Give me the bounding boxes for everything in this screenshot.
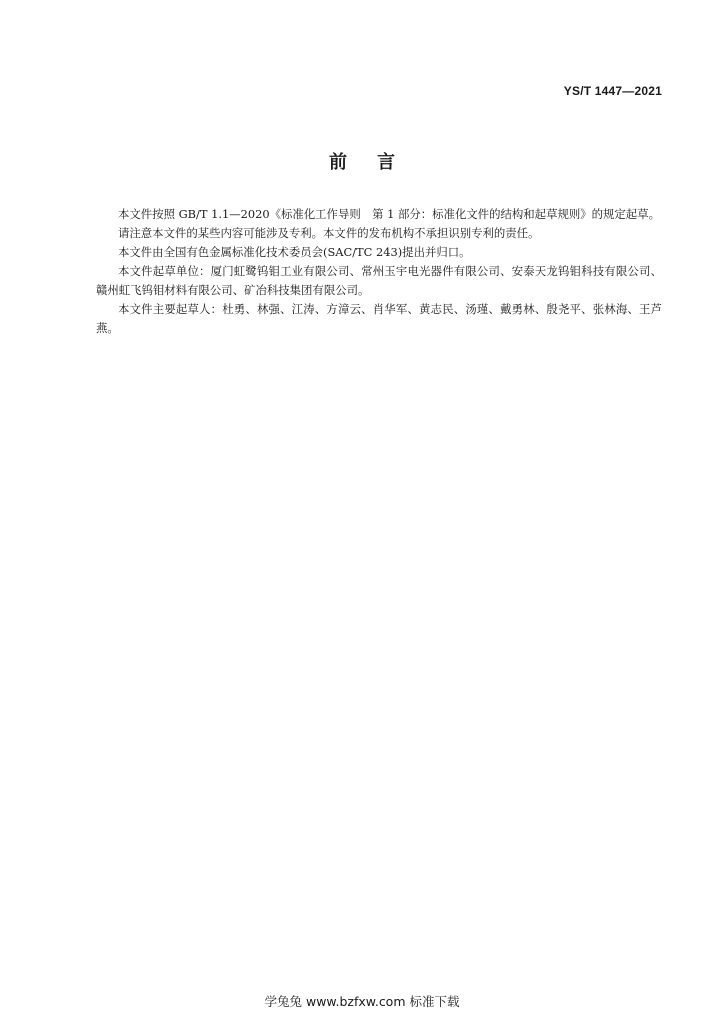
paragraph-patent-notice: 请注意本文件的某些内容可能涉及专利。本文件的发布机构不承担识别专利的责任。 xyxy=(118,226,540,240)
footer-watermark: 学兔兔 www.bzfxw.com 标准下载 xyxy=(264,994,460,1009)
paragraph-drafting-rules: 本文件按照 GB/T 1.1—2020《标准化工作导则 第 1 部分：标准化文件的结构和起草规则》的规定起草。 xyxy=(118,207,660,221)
foreword-body xyxy=(96,205,662,338)
paragraph-proposer: 本文件由全国有色金属标准化技术委员会(SAC/TC 243)提出并归口。 xyxy=(118,245,471,259)
document-code: YS/T 1447—2021 xyxy=(563,84,662,98)
page-title: 前言 xyxy=(329,152,425,173)
paragraph-drafting-units: 本文件起草单位：厦门虹鹭钨钼工业有限公司、常州玉宇电光器件有限公司、安泰天龙钨钼科技有限公司、赣州虹飞钨钼材料有限公司、矿冶科技集团有限公司。 xyxy=(96,264,662,297)
paragraph-drafters: 本文件主要起草人：杜勇、林强、江涛、方漳云、肖华军、黄志民、汤瑾、戴勇林、殷尧平、张林海、王芦燕。 xyxy=(96,302,662,335)
